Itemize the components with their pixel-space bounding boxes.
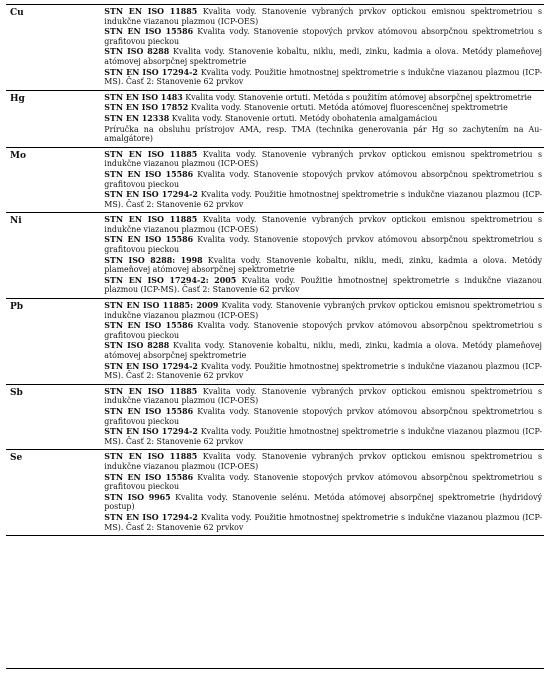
standard-title: Kvalita vody. Stanovenie kobaltu, niklu, medi, zinku, kadmia a olova. Metódy plameňovej atómovej absorpčnej spektrometrie <box>104 47 542 66</box>
standard-entry <box>104 27 544 47</box>
standard-code: STN EN ISO 17294-2 <box>104 67 198 77</box>
element-group-row <box>6 299 544 385</box>
standard-entry <box>104 513 544 533</box>
standard-code: STN EN ISO 1483 <box>104 92 183 102</box>
element-group-row <box>6 213 544 299</box>
standard-title: Kvalita vody. Stanovenie ortuti. Metódy obohatenia amalgamáciou <box>169 113 438 123</box>
standard-title: Kvalita vody. Stanovenie vybraných prvkov optickou emisnou spektrometriou s indukčne viazanou plazmou (ICP-OES) <box>104 386 542 406</box>
standard-code: STN EN ISO 11885: 2009 <box>104 301 219 311</box>
element-symbol: Hg <box>10 93 25 104</box>
standard-code: STN EN ISO 17294-2 <box>104 427 198 437</box>
standard-entry <box>104 341 544 361</box>
standard-entry <box>104 103 544 114</box>
standard-title: Kvalita vody. Stanovenie vybraných prvkov optickou emisnou spektrometriou s indukčne viazanou plazmou (ICP-OES) <box>104 452 542 471</box>
standard-code: STN EN ISO 17294-2 <box>104 190 198 200</box>
standard-title: Kvalita vody. Použitie hmotnostnej spektrometrie s indukčne viazanou plazmou (ICP-MS). Časť 2: Stanovenie 62 prvkov <box>104 361 542 381</box>
element-group-row <box>6 90 544 147</box>
element-symbol: Mo <box>10 150 26 161</box>
standard-code: STN EN ISO 11885 <box>104 386 198 396</box>
standards-list <box>104 5 544 91</box>
standard-entry <box>104 190 544 210</box>
standard-title: Kvalita vody. Stanovenie vybraných prvkov optickou emisnou spektrometriou s indukčne viazanou plazmou (ICP-OES) <box>104 301 542 320</box>
standard-code: STN EN ISO 11885 <box>104 149 198 159</box>
standard-title: Kvalita vody. Použitie hmotnostnej spektrometrie s indukčne viazanou plazmou (ICP-MS). Časť 2: Stanovenie 62 prvkov <box>104 275 542 295</box>
standard-entry <box>104 301 544 321</box>
standard-title: Kvalita vody. Stanovenie selénu. Metóda atómovej absorpčnej spektrometrie (hydridový postup) <box>104 492 542 512</box>
standard-title: Kvalita vody. Stanovenie stopových prvkov atómovou absorpčnou spektrometriou s grafitovou pieckou <box>104 472 543 492</box>
standard-title: Kvalita vody. Stanovenie stopových prvkov atómovou absorpčnou spektrometriou s grafitovou pieckou <box>104 321 543 340</box>
element-symbol: Ni <box>10 216 22 227</box>
standard-entry <box>104 215 544 235</box>
standard-title: Kvalita vody. Stanovenie ortuti. Metóda atómovej fluorescenčnej spektrometrie <box>188 103 508 113</box>
bottom-rule <box>6 668 544 669</box>
standard-code: STN EN ISO 17294-2 <box>104 361 198 371</box>
standard-entry <box>104 256 544 276</box>
element-group-row <box>6 450 544 536</box>
standard-code: STN EN ISO 15586 <box>104 321 194 331</box>
standard-entry <box>104 473 544 493</box>
standard-code: STN EN ISO 17294-2 <box>104 512 198 522</box>
standard-entry <box>104 235 544 255</box>
standard-entry <box>104 362 544 382</box>
standard-title: Kvalita vody. Stanovenie stopových prvkov atómovou absorpčnou spektrometriou s grafitovou pieckou <box>104 235 543 255</box>
standard-title: Kvalita vody. Stanovenie vybraných prvkov optickou emisnou spektrometriou s indukčne viazanou plazmou (ICP-OES) <box>104 7 542 26</box>
element-group-row <box>6 5 544 91</box>
standards-table-body <box>6 5 544 536</box>
standards-list <box>104 450 544 536</box>
standard-entry <box>104 47 544 67</box>
standard-entry <box>104 427 544 447</box>
standard-title: Kvalita vody. Stanovenie vybraných prvkov optickou emisnou spektrometriou s indukčne viazanou plazmou (ICP-OES) <box>104 149 542 169</box>
standard-code: STN EN ISO 11885 <box>104 215 198 225</box>
standards-table <box>6 4 544 536</box>
standard-code: STN EN ISO 17294-2: 2005 <box>104 275 237 285</box>
standard-entry <box>104 114 544 125</box>
standard-entry <box>104 493 544 513</box>
standard-title: Kvalita vody. Použitie hmotnostnej spektrometrie s indukčne viazanou plazmou (ICP-MS). Časť 2: Stanovenie 62 prvkov <box>104 512 542 532</box>
element-group-row <box>6 384 544 450</box>
standard-entry <box>104 387 544 407</box>
standard-title: Kvalita vody. Stanovenie stopových prvkov atómovou absorpčnou spektrometriou s grafitovou pieckou <box>104 169 543 189</box>
standard-entry <box>104 7 544 27</box>
standard-code: STN EN ISO 15586 <box>104 472 194 482</box>
standards-list <box>104 147 544 213</box>
standard-title: Kvalita vody. Použitie hmotnostnej spektrometrie s indukčne viazanou plazmou (ICP-MS). Časť 2: Stanovenie 62 prvkov <box>104 67 542 87</box>
element-symbol: Pb <box>10 302 24 313</box>
standard-entry <box>104 125 544 145</box>
standard-title: Kvalita vody. Stanovenie stopových prvkov atómovou absorpčnou spektrometriou s grafitovou pieckou <box>104 406 543 426</box>
standard-title: Kvalita vody. Stanovenie kobaltu, niklu, medi, zinku, kadmia a olova. Metódy plameňovej atómovej absorpčnej spektrometrie <box>104 341 542 360</box>
standard-title: Príručka na obsluhu prístrojov AMA, resp. TMA (technika generovania pár Hg so zachytením na Au-amalgátore) <box>104 124 542 144</box>
standard-entry <box>104 452 544 472</box>
standards-list <box>104 90 544 147</box>
element-symbol: Se <box>10 453 23 464</box>
element-group-row <box>6 147 544 213</box>
standard-code: STN EN ISO 11885 <box>104 7 198 16</box>
standards-list <box>104 384 544 450</box>
standard-title: Kvalita vody. Stanovenie kobaltu, niklu, medi, zinku, kadmia a olova. Metódy plameňovej atómovej absorpčnej spektrometrie <box>104 255 543 275</box>
standard-code: STN EN ISO 15586 <box>104 235 194 245</box>
standard-entry <box>104 150 544 170</box>
standard-entry <box>104 407 544 427</box>
standard-title: Kvalita vody. Stanovenie vybraných prvkov optickou emisnou spektrometriou s indukčne viazanou plazmou (ICP-OES) <box>104 215 542 234</box>
standard-code: STN EN 12338 <box>104 113 170 123</box>
standard-code: STN EN ISO 17852 <box>104 103 189 113</box>
standard-entry <box>104 276 544 296</box>
standard-entry <box>104 93 544 104</box>
element-symbol: Cu <box>10 8 24 18</box>
standard-entry <box>104 170 544 190</box>
standard-code: STN EN ISO 15586 <box>104 169 194 179</box>
standard-code: STN ISO 8288 <box>104 47 170 57</box>
element-symbol: Sb <box>10 387 23 398</box>
standard-title: Kvalita vody. Stanovenie stopových prvkov atómovou absorpčnou spektrometriou s grafitovou pieckou <box>104 27 543 46</box>
standards-list <box>104 213 544 299</box>
standards-list <box>104 299 544 385</box>
standard-entry <box>104 321 544 341</box>
standard-title: Kvalita vody. Použitie hmotnostnej spektrometrie s indukčne viazanou plazmou (ICP-MS). Časť 2: Stanovenie 62 prvkov <box>104 427 542 446</box>
standard-title: Kvalita vody. Stanovenie ortuti. Metóda s použitím atómovej absorpčnej spektrometrie <box>182 92 532 102</box>
standard-code: STN ISO 9965 <box>104 492 171 502</box>
standard-code: STN EN ISO 11885 <box>104 452 198 462</box>
standard-code: STN EN ISO 15586 <box>104 27 194 37</box>
standard-entry <box>104 68 544 88</box>
standard-title: Kvalita vody. Použitie hmotnostnej spektrometrie s indukčne viazanou plazmou (ICP-MS). Časť 2: Stanovenie 62 prvkov <box>104 190 542 209</box>
standard-code: STN ISO 8288: 1998 <box>104 255 203 265</box>
standard-code: STN ISO 8288 <box>104 341 170 351</box>
standard-code: STN EN ISO 15586 <box>104 406 194 416</box>
